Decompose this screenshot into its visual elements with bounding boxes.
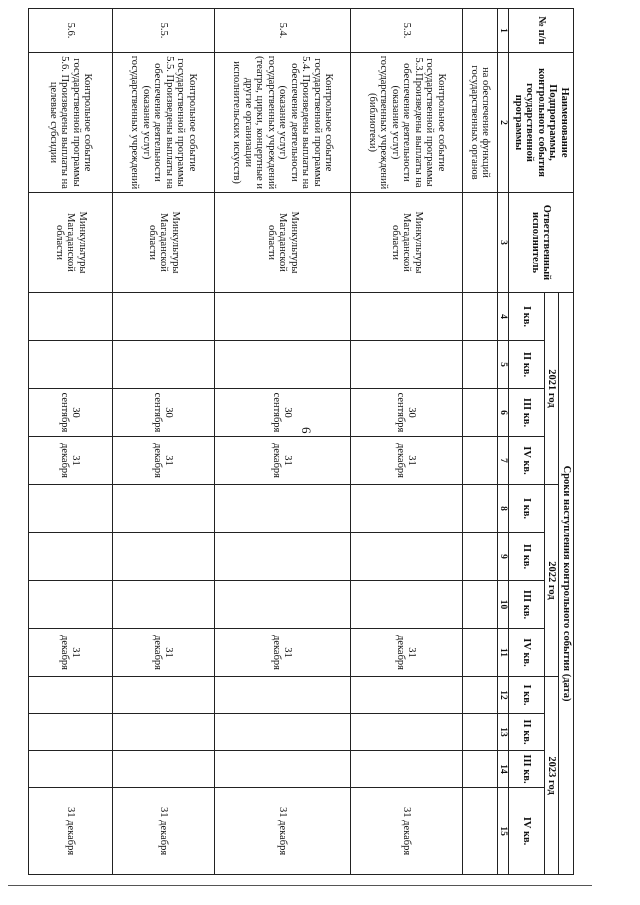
quarter-cell [463,437,498,485]
quarter-cell [29,581,113,629]
quarter-cell: 31 декабря [113,629,215,677]
quarter-cell [215,714,351,751]
quarter-cell: 30 сентября [351,389,463,437]
quarter-cell [463,293,498,341]
quarter-cell [113,581,215,629]
row-number: 5.6. [29,9,113,53]
rotated-table-wrapper [32,8,574,874]
header-quarter: II кв. [509,714,545,751]
control-events-table [28,8,574,875]
header-quarter: IV кв. [509,788,545,875]
header-quarter: III кв. [509,389,545,437]
column-number: 11 [498,629,509,677]
quarter-cell [463,389,498,437]
quarter-cell [29,533,113,581]
row-name: Контрольное событие государственной программы 5.4. Произведены выплаты на обеспечение деятельности (оказание услуг) государственных учреждений (театры, цирки, концертные и другие организации исполнительских искусств) [215,53,351,193]
quarter-cell [113,714,215,751]
quarter-cell [463,751,498,788]
quarter-cell [215,677,351,714]
row-number: 5.5. [113,9,215,53]
quarter-cell [463,485,498,533]
row-executor: Минкультуры Магаданской области [29,193,113,293]
quarter-cell [29,485,113,533]
quarter-cell [351,581,463,629]
quarter-cell: 31 декабря [113,788,215,875]
header-quarter: II кв. [509,341,545,389]
quarter-cell [215,341,351,389]
quarter-cell [351,677,463,714]
quarter-cell [351,751,463,788]
header-name: Наименование Подпрограммы, контрольного события государственной программы [509,53,574,193]
header-quarter: I кв. [509,485,545,533]
header-quarter: I кв. [509,293,545,341]
header-year-2021: 2021 год [545,293,560,485]
column-number: 3 [498,193,509,293]
quarter-cell [463,629,498,677]
quarter-cell: 31 декабря [351,629,463,677]
quarter-cell: 30 сентября [29,389,113,437]
row-executor [463,193,498,293]
row-executor: Минкультуры Магаданской области [351,193,463,293]
quarter-cell [29,341,113,389]
column-number: 12 [498,677,509,714]
table-row [113,9,215,875]
quarter-cell [113,485,215,533]
row-number: 5.4. [215,9,351,53]
quarter-cell [215,293,351,341]
quarter-cell: 30 сентября [113,389,215,437]
row-number [463,9,498,53]
quarter-cell [215,581,351,629]
row-name: на обеспечение функций государственных органов [463,53,498,193]
quarter-cell [215,533,351,581]
column-number: 14 [498,751,509,788]
header-executor: Ответственный исполнитель [509,193,574,293]
header-num: № п/п [509,9,574,53]
quarter-cell: 31 декабря [351,788,463,875]
quarter-cell [29,293,113,341]
quarter-cell [113,293,215,341]
column-number: 2 [498,53,509,193]
header-quarter: III кв. [509,751,545,788]
header-year-2022: 2022 год [545,485,560,677]
quarter-cell [463,714,498,751]
table-row [463,9,498,875]
header-year-2023: 2023 год [545,677,560,875]
quarter-cell [29,677,113,714]
quarter-cell [113,751,215,788]
table-row [29,9,113,875]
quarter-cell: 31 декабря [29,437,113,485]
row-executor: Минкультуры Магаданской области [215,193,351,293]
table-row [351,9,463,875]
quarter-cell [351,485,463,533]
quarter-cell [351,533,463,581]
row-name: Контрольное событие государственной программы 5.6. Произведены выплаты на целевые субсидии [29,53,113,193]
quarter-cell [113,677,215,714]
header-quarter: II кв. [509,533,545,581]
quarter-cell [351,293,463,341]
table-row [215,9,351,875]
header-dates-group: Сроки наступления контрольного события (дата) [559,293,574,875]
column-number: 7 [498,437,509,485]
column-number: 6 [498,389,509,437]
quarter-cell [463,341,498,389]
quarter-cell [463,581,498,629]
quarter-cell: 31 декабря [29,629,113,677]
quarter-cell [29,751,113,788]
column-number: 1 [498,9,509,53]
quarter-cell: 31 декабря [113,437,215,485]
quarter-cell: 31 декабря [215,788,351,875]
quarter-cell [463,788,498,875]
header-row-1 [559,9,574,875]
column-number: 10 [498,581,509,629]
header-quarter: IV кв. [509,629,545,677]
quarter-cell [113,341,215,389]
row-name: Контрольное событие государственной программы 5.5. Произведены выплаты на обеспечение деятельности (оказание услуг) государственных учреждений [113,53,215,193]
quarter-cell [113,533,215,581]
column-number: 4 [498,293,509,341]
page-number: 6 [299,427,314,434]
column-number-row [498,9,509,875]
header-quarter: I кв. [509,677,545,714]
header-quarter: III кв. [509,581,545,629]
quarter-cell [215,751,351,788]
quarter-cell [463,677,498,714]
quarter-cell: 31 декабря [215,629,351,677]
quarter-cell: 31 декабря [215,437,351,485]
column-number: 8 [498,485,509,533]
header-quarter: IV кв. [509,437,545,485]
quarter-cell [463,533,498,581]
row-number: 5.3. [351,9,463,53]
column-number: 13 [498,714,509,751]
row-executor: Минкультуры Магаданской области [113,193,215,293]
quarter-cell: 31 декабря [29,788,113,875]
quarter-cell [215,485,351,533]
row-name: Контрольное событие государственной программы 5.3.Произведены выплаты на обеспечение деятельности (оказание услуг) государственных учреждений (библиотеки) [351,53,463,193]
quarter-cell: 30 сентября [215,389,351,437]
quarter-cell [351,341,463,389]
quarter-cell [351,714,463,751]
footer-rule [8,885,592,886]
quarter-cell [29,714,113,751]
column-number: 9 [498,533,509,581]
column-number: 5 [498,341,509,389]
quarter-cell: 31 декабря [351,437,463,485]
column-number: 15 [498,788,509,875]
